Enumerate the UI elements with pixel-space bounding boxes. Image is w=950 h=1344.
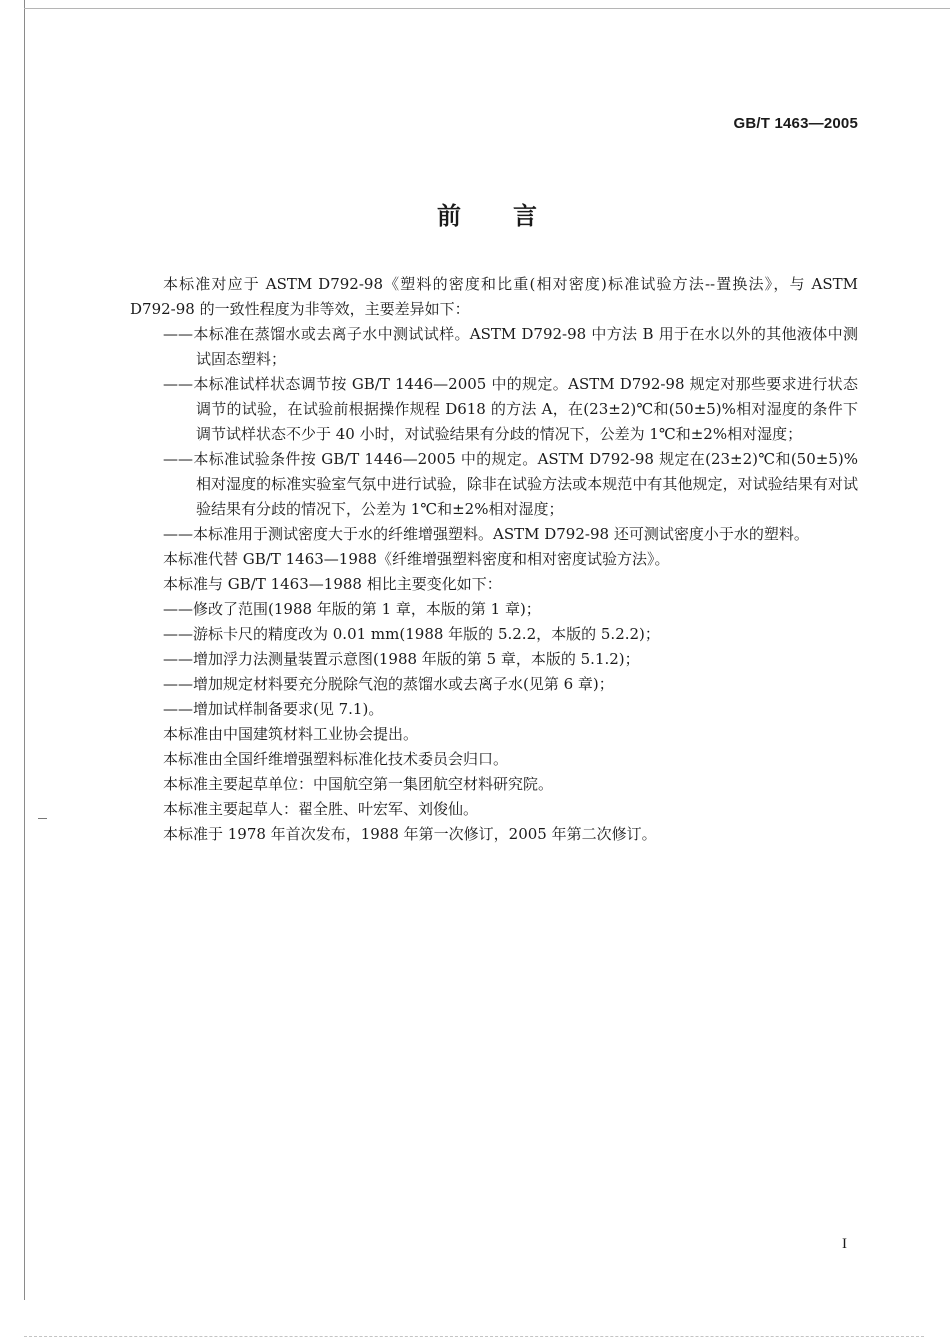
paragraph-proposed-by: 本标准由中国建筑材料工业协会提出。	[163, 725, 419, 743]
scan-top-edge	[24, 8, 950, 9]
difference-item: ——本标准试验条件按 GB/T 1446—2005 中的规定。ASTM D792-98 规定在(23±2)℃和(50±5)%相对湿度的标准实验室气氛中进行试验，除非在试验方法或本规范中有其他规定，对试验结果有对试验结果有分歧的情况下，公差为 1℃和±2%相对湿度；	[163, 450, 858, 518]
change-item: ——修改了范围(1988 年版的第 1 章，本版的第 1 章)；	[163, 600, 541, 618]
paragraph-drafting-unit: 本标准主要起草单位：中国航空第一集团航空材料研究院。	[163, 775, 554, 793]
paragraph-replaces: 本标准代替 GB/T 1463—1988《纤维增强塑料密度和相对密度试验方法》。	[163, 550, 670, 568]
change-item: ——增加规定材料要充分脱除气泡的蒸馏水或去离子水(见第 6 章)；	[163, 675, 614, 693]
paragraph-changes-intro: 本标准与 GB/T 1463—1988 相比主要变化如下：	[163, 575, 502, 593]
page-number: I	[842, 1236, 847, 1252]
paragraph-centralized-by: 本标准由全国纤维增强塑料标准化技术委员会归口。	[163, 750, 509, 768]
change-item: ——增加试样制备要求(见 7.1)。	[163, 700, 384, 718]
paragraph-drafters: 本标准主要起草人：翟全胜、叶宏军、刘俊仙。	[163, 800, 479, 818]
difference-item: ——本标准用于测试密度大于水的纤维增强塑料。ASTM D792-98 还可测试密度小于水的塑料。	[163, 525, 809, 543]
foreword-body	[130, 272, 858, 847]
difference-item: ——本标准试样状态调节按 GB/T 1446—2005 中的规定。ASTM D792-98 规定对那些要求进行状态调节的试验，在试验前根据操作规程 D618 的方法 A，在(23±2)℃和(50±5)%相对湿度的条件下调节试样状态不少于 40 小时，对试验结果有分歧的情况下，公差为 1℃和±2%相对湿度；	[163, 375, 858, 443]
paragraph-correspondence: 本标准对应于 ASTM D792-98《塑料的密度和比重(相对密度)标准试验方法--置换法》，与 ASTM D792-98 的一致性程度为非等效，主要差异如下：	[130, 275, 858, 318]
page-title: 前 言	[437, 202, 551, 230]
scan-bottom-edge	[24, 1336, 924, 1337]
scan-mark	[38, 818, 47, 819]
change-item: ——游标卡尺的精度改为 0.01 mm(1988 年版的 5.2.2，本版的 5.2.2)；	[163, 625, 660, 643]
scan-left-edge	[24, 0, 25, 1300]
change-item: ——增加浮力法测量装置示意图(1988 年版的第 5 章，本版的 5.1.2)；	[163, 650, 640, 668]
paragraph-history: 本标准于 1978 年首次发布，1988 年第一次修订，2005 年第二次修订。	[163, 825, 657, 843]
standard-code: GB/T 1463—2005	[733, 115, 858, 132]
difference-item: ——本标准在蒸馏水或去离子水中测试试样。ASTM D792-98 中方法 B 用于在水以外的其他液体中测试固态塑料；	[163, 325, 858, 368]
